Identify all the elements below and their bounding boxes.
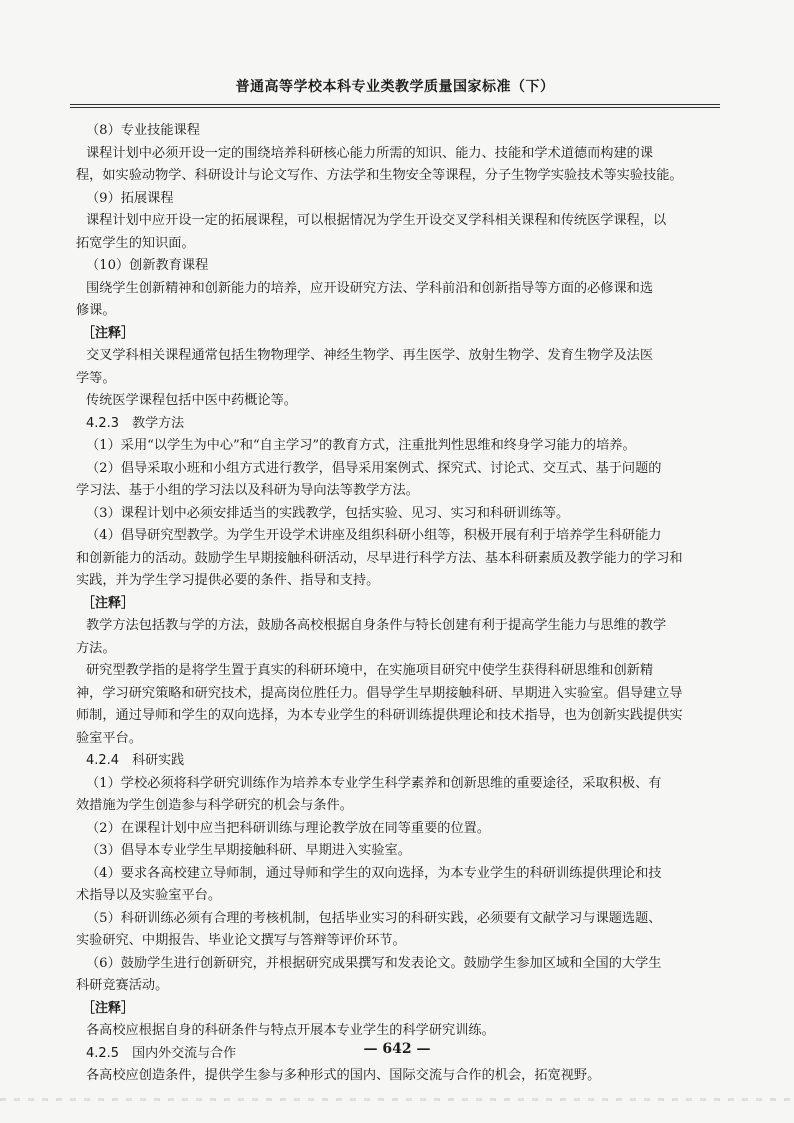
text-line: 验室平台。 xyxy=(76,730,142,746)
header-rule xyxy=(70,104,720,105)
text-line: （9）拓展课程 xyxy=(86,190,174,206)
text-line: 学习法、基于小组的学习法以及科研为导向法等教学方法。 xyxy=(76,483,419,498)
text-line: 实验研究、中期报告、毕业论文撰写与答辩等评价环节。 xyxy=(76,933,406,948)
text-line: 拓宽学生的知识面。 xyxy=(76,235,195,251)
text-line: 课程计划中应开设一定的拓展课程，可以根据情况为学生开设交叉学科相关课程和传统医学课程，以 xyxy=(86,213,667,228)
running-header: 普通高等学校本科专业类教学质量国家标准（下） xyxy=(235,79,555,95)
text-line: （4）倡导研究型教学。为学生开设学术讲座及组织科研小组等，积极开展有利于培养学生科研能力 xyxy=(86,528,662,543)
note-heading: ［注释］ xyxy=(82,1000,135,1016)
text-line: 实践，并为学生学习提供必要的条件、指导和支持。 xyxy=(76,573,380,588)
text-line: 教学方法包括教与学的方法，鼓励各高校根据自身条件与特长创建有利于提高学生能力与思维的教学 xyxy=(86,618,667,633)
text-line: 神，学习研究策略和研究技术，提高岗位胜任力。倡导学生早期接触科研、早期进入实验室。倡导建立导 xyxy=(76,685,683,701)
text-line: 科研竞赛活动。 xyxy=(76,978,169,993)
text-line: （1）采用“以学生为中心”和“自主学习”的教育方式，注重批判性思维和终身学习能力的培养。 xyxy=(86,438,636,453)
text-line: 各高校应根据自身的科研条件与特点开展本专业学生的科学研究训练。 xyxy=(86,1023,495,1038)
header-rule-secondary xyxy=(70,107,720,108)
text-line: 师制，通过导师和学生的双向选择，为本专业学生的科研训练提供理论和技术指导，也为创新实践提供实 xyxy=(76,708,683,723)
text-line: 学等。 xyxy=(76,370,116,386)
text-line: 术指导以及实验室平台。 xyxy=(76,888,222,903)
text-line: 程，如实验动物学、科研设计与论文写作、方法学和生物安全等课程，分子生物学实验技术等实验技能。 xyxy=(76,168,683,183)
text-line: （1）学校必须将科学研究训练作为培养本专业学生科学素养和创新思维的重要途径，采取积极、有 xyxy=(86,775,662,791)
text-line: 效措施为学生创造参与科学研究的机会与条件。 xyxy=(76,798,353,813)
text-line: （2）倡导采取小班和小组方式进行教学，倡导采用案例式、探究式、讨论式、交互式、基于问题的 xyxy=(86,460,662,476)
section-heading: 4.2.3 教学方法 xyxy=(86,415,185,431)
text-line: （10）创新教育课程 xyxy=(86,258,209,273)
text-line: 课程计划中必须开设一定的围绕培养科研核心能力所需的知识、能力、技能和学术道德而构建的课 xyxy=(86,145,654,161)
text-line: （6）鼓励学生进行创新研究，并根据研究成果撰写和发表论文。鼓励学生参加区域和全国的大学生 xyxy=(86,955,662,971)
text-line: 传统医学课程包括中医中药概论等。 xyxy=(86,393,297,408)
text-line: 方法。 xyxy=(76,640,116,656)
section-heading: 4.2.4 科研实践 xyxy=(86,753,185,768)
text-line: （5）科研训练必须有合理的考核机制，包括毕业实习的科研实践，必须要有文献学习与课题选题、 xyxy=(86,910,662,926)
text-line: 各高校应创造条件，提供学生参与多种形式的国内、国际交流与合作的机会，拓宽视野。 xyxy=(86,1068,601,1083)
note-heading: ［注释］ xyxy=(82,325,135,341)
text-line: 和创新能力的活动。鼓励学生早期接触科研活动，尽早进行科学方法、基本科研素质及教学能力的学习和 xyxy=(76,550,683,566)
text-line: （3）倡导本专业学生早期接触科研、早期进入实验室。 xyxy=(86,843,411,858)
page-number: — 642 — xyxy=(363,1041,431,1057)
text-line: （4）要求各高校建立导师制，通过导师和学生的双向选择，为本专业学生的科研训练提供理论和技 xyxy=(86,865,662,881)
section-heading: 4.2.5 国内外交流与合作 xyxy=(86,1045,237,1061)
scan-artifact xyxy=(0,1098,794,1101)
text-line: （2）在课程计划中应当把科研训练与理论教学放在同等重要的位置。 xyxy=(86,820,491,836)
text-line: 围绕学生创新精神和创新能力的培养，应开设研究方法、学科前沿和创新指导等方面的必修课和选 xyxy=(86,280,654,296)
note-heading: ［注释］ xyxy=(82,595,135,611)
body-text xyxy=(76,120,716,1088)
text-line: （3）课程计划中必须安排适当的实践教学，包括实验、见习、实习和科研训练等。 xyxy=(86,505,570,521)
text-line: （8）专业技能课程 xyxy=(86,123,200,138)
text-line: 交叉学科相关课程通常包括生物物理学、神经生物学、再生医学、放射生物学、发育生物学及法医 xyxy=(86,348,654,363)
text-line: 修课。 xyxy=(76,303,116,318)
text-line: 研究型教学指的是将学生置于真实的科研环境中，在实施项目研究中使学生获得科研思维和创新精 xyxy=(86,663,654,678)
